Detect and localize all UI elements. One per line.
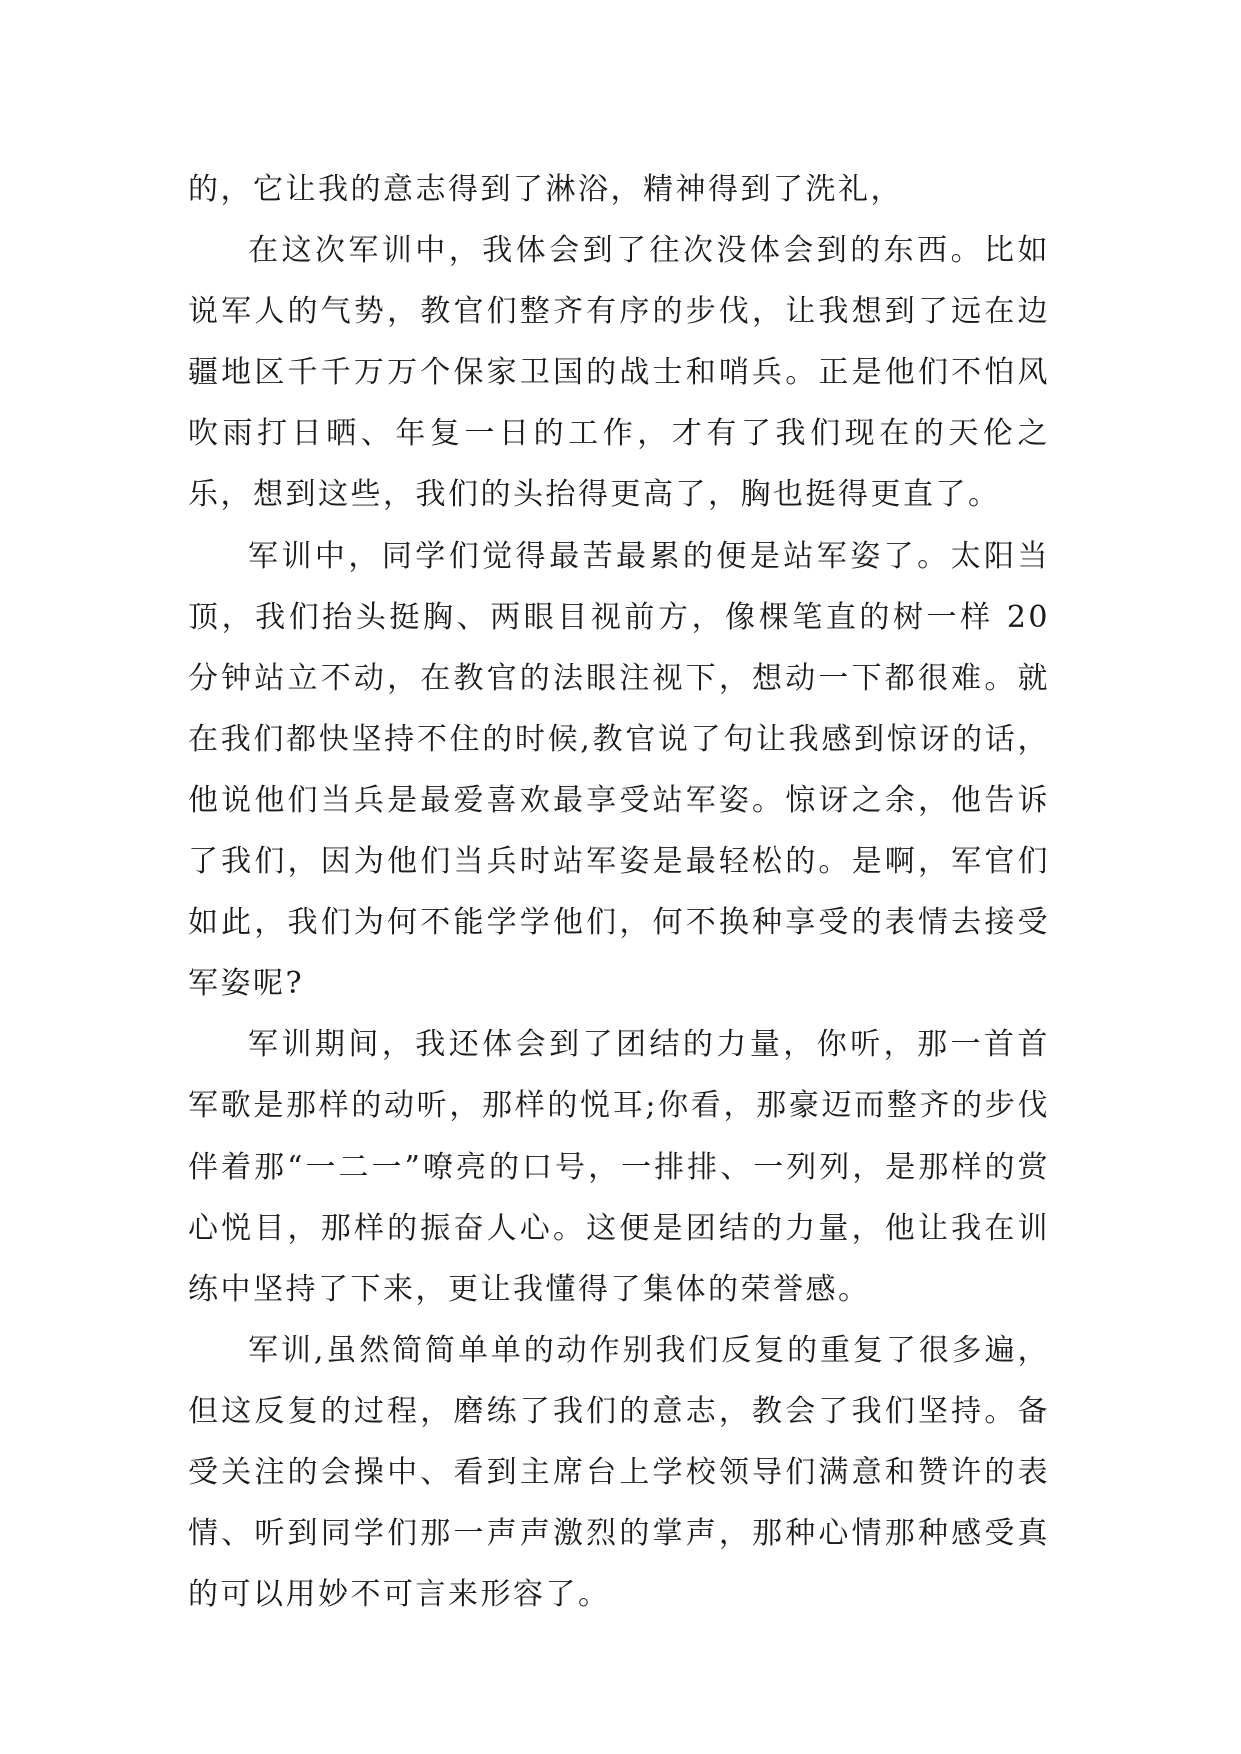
document-body — [188, 159, 1050, 1625]
paragraph-experience: 在这次军训中，我体会到了往次没体会到的东西。比如说军人的气势，教官们整齐有序的步伐，让我想到了远在边疆地区千千万万个保家卫国的战士和哨兵。正是他们不怕风吹雨打日晒、年复一日的工作，才有了我们现在的天伦之乐，想到这些，我们的头抬得更高了，胸也挺得更直了。 — [188, 233, 1050, 513]
paragraph-standing-posture: 军训中，同学们觉得最苦最累的便是站军姿了。太阳当顶，我们抬头挺胸、两眼目视前方，像棵笔直的树一样 20 分钟站立不动，在教官的法眼注视下，想动一下都很难。就在我们都快坚持不住的时候,教官说了句让我感到惊讶的话，他说他们当兵是最爱喜欢最享受站军姿。惊讶之余，他告诉了我们，因为他们当兵时站军姿是最轻松的。是啊，军官们如此，我们为何不能学学他们，何不换种享受的表情去接受军姿呢? — [188, 538, 1050, 1002]
paragraph-continuation: 的，它让我的意志得到了淋浴，精神得到了洗礼， — [188, 172, 903, 207]
paragraph-perseverance: 军训,虽然简简单单的动作别我们反复的重复了很多遍，但这反复的过程，磨练了我们的意志，教会了我们坚持。备受关注的会操中、看到主席台上学校领导们满意和赞许的表情、听到同学们那一声声激烈的掌声，那种心情那种感受真的可以用妙不可言来形容了。 — [188, 1332, 1050, 1613]
paragraph-unity: 军训期间，我还体会到了团结的力量，你听，那一首首军歌是那样的动听，那样的悦耳;你看，那豪迈而整齐的步伐伴着那“一二一”嘹亮的口号，一排排、一列列，是那样的赏心悦目，那样的振奋人心。这便是团结的力量，他让我在训练中坚持了下来，更让我懂得了集体的荣誉感。 — [188, 1027, 1050, 1307]
